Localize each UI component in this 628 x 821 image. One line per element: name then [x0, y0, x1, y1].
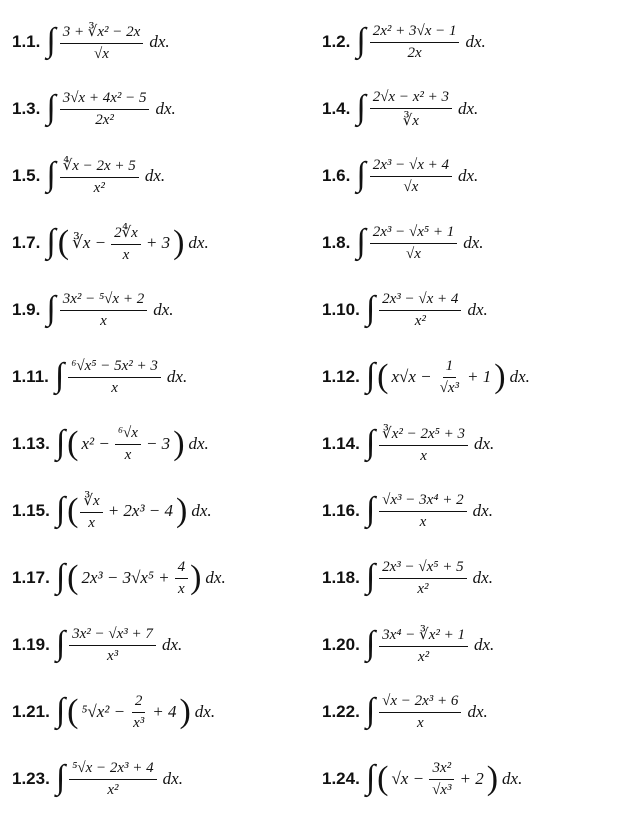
problem-number: 1.19.	[12, 635, 50, 654]
numerator: ∛x² − 2x⁵ + 3	[379, 424, 468, 446]
denominator: x	[420, 447, 427, 464]
expression-term: ⁵√x² −	[81, 702, 126, 721]
numerator: 3x² − √x³ + 7	[69, 626, 156, 646]
denominator: x	[178, 580, 185, 597]
differential: dx.	[153, 300, 174, 319]
denominator: 2x	[407, 44, 422, 61]
integral-expression	[366, 492, 493, 531]
problem-number: 1.18.	[322, 568, 360, 587]
differential: dx.	[472, 568, 493, 587]
problem-1-18	[322, 546, 493, 610]
differential: dx.	[473, 635, 495, 654]
problem-1-6	[322, 144, 478, 208]
denominator: √x³	[432, 781, 452, 798]
right-paren: )	[176, 492, 188, 529]
problem-1-2	[322, 10, 486, 74]
problem-number: 1.2.	[322, 32, 351, 51]
integral-expression	[356, 23, 485, 62]
fraction	[69, 626, 156, 665]
denominator: x	[122, 246, 130, 263]
right-paren: )	[173, 224, 185, 261]
problem-number: 1.10.	[322, 300, 360, 319]
numerator: 2x² + 3√x − 1	[370, 23, 460, 43]
problem-number: 1.14.	[322, 434, 360, 453]
denominator: x	[111, 379, 118, 396]
numerator: 2x³ − √x + 4	[370, 157, 452, 177]
integral-expression	[366, 693, 488, 732]
right-paren: )	[179, 693, 191, 730]
integral-expression	[56, 626, 182, 665]
fraction	[115, 425, 141, 464]
numerator: ⁶√x⁵ − 5x² + 3	[68, 358, 161, 378]
problem-number: 1.5.	[12, 166, 41, 185]
expression-term: ∛x −	[72, 233, 107, 252]
problem-number: 1.1.	[12, 32, 41, 51]
numerator: 2∜x	[111, 223, 141, 245]
numerator: √x − 2x³ + 6	[379, 693, 461, 713]
problem-number: 1.6.	[322, 166, 351, 185]
differential: dx.	[205, 568, 226, 587]
integral-sign-icon: ∫	[55, 558, 66, 595]
expression-term: x√x −	[391, 367, 432, 386]
denominator: 2x²	[95, 111, 114, 128]
differential: dx.	[149, 32, 170, 51]
differential: dx.	[472, 501, 493, 520]
integral-sign-icon: ∫	[365, 558, 376, 595]
problem-number: 1.17.	[12, 568, 50, 587]
fraction	[370, 157, 452, 196]
problem-1-21	[12, 680, 215, 744]
fraction	[379, 559, 467, 598]
fraction	[80, 491, 102, 532]
differential: dx.	[463, 233, 484, 252]
numerator: ∜x − 2x + 5	[60, 156, 139, 178]
left-paren: (	[57, 224, 70, 261]
problem-number: 1.4.	[322, 99, 351, 118]
differential: dx.	[457, 166, 479, 185]
integral-expression	[56, 425, 209, 464]
denominator: x²	[93, 179, 105, 196]
integral-expression	[56, 693, 215, 732]
fraction	[60, 90, 150, 129]
problem-1-12	[322, 345, 530, 409]
problem-number: 1.20.	[322, 635, 360, 654]
fraction	[437, 358, 462, 397]
problem-1-8	[322, 211, 484, 275]
problem-1-24	[322, 747, 522, 811]
denominator: x	[416, 714, 424, 731]
differential: dx.	[188, 434, 209, 453]
left-paren: (	[67, 559, 79, 596]
left-paren: (	[67, 425, 79, 462]
problem-number: 1.16.	[322, 501, 360, 520]
denominator: x	[88, 514, 95, 531]
numerator: 3√x + 4x² − 5	[60, 90, 150, 110]
differential: dx.	[162, 769, 183, 788]
integral-sign-icon: ∫	[356, 89, 366, 126]
differential: dx.	[191, 501, 212, 520]
fraction	[379, 625, 468, 666]
integral-expression	[366, 424, 494, 465]
problem-1-4	[322, 77, 478, 141]
left-paren: (	[377, 760, 389, 797]
problem-1-20	[322, 613, 494, 677]
denominator: x²	[107, 781, 119, 798]
differential: dx.	[166, 367, 188, 386]
expression-term: + 2x³ − 4	[107, 501, 174, 520]
expression-term: + 3	[145, 233, 171, 252]
problem-1-3	[12, 77, 176, 141]
integral-expression	[56, 559, 226, 598]
left-paren: (	[67, 693, 79, 730]
integral-sign-icon: ∫	[54, 357, 65, 394]
denominator: x³	[133, 714, 145, 731]
integral-sign-icon: ∫	[46, 290, 56, 327]
problem-number: 1.3.	[12, 99, 41, 118]
integral-expression	[56, 760, 183, 799]
problem-number: 1.8.	[322, 233, 351, 252]
problem-number: 1.22.	[322, 702, 360, 721]
differential: dx.	[467, 702, 488, 721]
differential: dx.	[161, 635, 183, 654]
denominator: √x	[94, 45, 109, 62]
fraction	[60, 156, 139, 197]
problem-number: 1.15.	[12, 501, 50, 520]
integral-sign-icon: ∫	[356, 22, 366, 59]
integral-sign-icon: ∫	[365, 491, 376, 528]
integral-expression	[46, 291, 173, 330]
integral-sign-icon: ∫	[46, 22, 56, 59]
integral-expression	[46, 22, 169, 63]
differential: dx.	[465, 32, 486, 51]
fraction	[370, 23, 460, 62]
integral-sign-icon: ∫	[46, 156, 56, 193]
fraction	[60, 22, 144, 63]
numerator: ∛x	[80, 491, 102, 513]
integral-sign-icon: ∫	[365, 290, 376, 327]
problem-1-23	[12, 747, 183, 811]
expression-term: + 2	[459, 769, 484, 788]
denominator: x	[419, 513, 427, 530]
differential: dx.	[188, 233, 209, 252]
left-paren: (	[67, 492, 79, 529]
problem-number: 1.12.	[322, 367, 360, 386]
fraction	[379, 291, 461, 330]
problem-number: 1.9.	[12, 300, 41, 319]
integral-expression	[366, 625, 494, 666]
fraction	[68, 358, 161, 397]
differential: dx.	[509, 367, 530, 386]
integral-sign-icon: ∫	[55, 759, 66, 796]
integral-sign-icon: ∫	[55, 692, 66, 729]
integral-sign-icon: ∫	[55, 424, 66, 461]
numerator: 3x² − ⁵√x + 2	[60, 291, 148, 311]
differential: dx.	[467, 300, 488, 319]
denominator: x²	[417, 648, 430, 665]
problem-number: 1.23.	[12, 769, 50, 788]
integral-expression	[366, 559, 493, 598]
denominator: √x³	[439, 379, 460, 396]
integral-sign-icon: ∫	[46, 89, 56, 126]
problem-1-14	[322, 412, 494, 476]
numerator: 3x⁴ − ∛x² + 1	[379, 625, 468, 647]
numerator: 2√x − x² + 3	[370, 89, 452, 109]
fraction	[379, 693, 461, 732]
numerator: √x³ − 3x⁴ + 2	[379, 492, 467, 512]
problem-1-9	[12, 278, 174, 342]
fraction	[379, 492, 467, 531]
problem-1-10	[322, 278, 488, 342]
numerator: 2x³ − √x + 4	[379, 291, 461, 311]
integral-sign-icon: ∫	[356, 156, 366, 193]
integral-expression	[46, 156, 165, 197]
fraction	[130, 693, 147, 732]
differential: dx.	[144, 166, 166, 185]
denominator: x	[100, 312, 107, 329]
denominator: x	[124, 446, 132, 463]
integral-sign-icon: ∫	[365, 759, 376, 796]
integral-expression	[356, 157, 478, 196]
problem-number: 1.24.	[322, 769, 360, 788]
problem-1-19	[12, 613, 182, 677]
numerator: 3x²	[429, 760, 454, 780]
differential: dx.	[457, 99, 479, 118]
integral-sign-icon: ∫	[55, 491, 66, 528]
fraction	[370, 89, 452, 130]
problem-1-17	[12, 546, 226, 610]
numerator: 3 + ∛x² − 2x	[60, 22, 144, 44]
integral-sign-icon: ∫	[356, 223, 366, 260]
problem-number: 1.7.	[12, 233, 41, 252]
problem-1-7	[12, 211, 209, 275]
fraction	[69, 760, 157, 799]
problem-number: 1.21.	[12, 702, 50, 721]
numerator: 4	[175, 559, 189, 579]
numerator: 1	[443, 358, 457, 378]
integral-sign-icon: ∫	[365, 625, 376, 662]
expression-term: + 1	[467, 367, 492, 386]
denominator: √x	[403, 178, 419, 195]
right-paren: )	[494, 358, 506, 395]
right-paren: )	[173, 425, 185, 462]
integral-sign-icon: ∫	[55, 625, 66, 662]
expression-term: − 3	[145, 434, 171, 453]
integral-expression	[366, 291, 488, 330]
numerator: ⁵√x − 2x³ + 4	[69, 760, 157, 780]
differential: dx.	[194, 702, 216, 721]
differential: dx.	[155, 99, 176, 118]
fraction	[60, 291, 148, 330]
right-paren: )	[190, 559, 202, 596]
problem-number: 1.11.	[12, 367, 49, 386]
denominator: x³	[106, 647, 119, 664]
differential: dx.	[473, 434, 495, 453]
integral-sign-icon: ∫	[365, 424, 376, 461]
integral-expression	[55, 358, 187, 397]
integral-expression	[46, 223, 208, 264]
integral-expression	[56, 491, 212, 532]
numerator: 2	[132, 693, 146, 713]
expression-term: + 4	[152, 702, 177, 721]
integral-expression	[356, 89, 478, 130]
right-paren: )	[486, 760, 499, 797]
differential: dx.	[502, 769, 523, 788]
problem-1-5	[12, 144, 165, 208]
problem-1-1	[12, 10, 170, 74]
numerator: 2x³ − √x⁵ + 1	[370, 224, 458, 244]
fraction	[429, 760, 454, 799]
integral-sign-icon: ∫	[365, 692, 376, 729]
integral-expression	[46, 90, 175, 129]
fraction	[111, 223, 141, 264]
fraction	[379, 424, 468, 465]
denominator: x²	[414, 312, 426, 329]
integral-expression	[366, 358, 530, 397]
fraction	[175, 559, 189, 598]
denominator: x²	[417, 580, 429, 597]
integral-expression	[356, 224, 483, 263]
problem-1-16	[322, 479, 493, 543]
fraction	[370, 224, 458, 263]
problem-1-13	[12, 412, 209, 476]
denominator: √x	[406, 245, 421, 262]
denominator: ∛x	[402, 112, 419, 129]
problem-1-15	[12, 479, 212, 543]
problem-1-11	[12, 345, 187, 409]
expression-term: x² −	[81, 434, 110, 453]
integral-sign-icon: ∫	[365, 357, 376, 394]
left-paren: (	[377, 358, 389, 395]
numerator: 2x³ − √x⁵ + 5	[379, 559, 467, 579]
problem-number: 1.13.	[12, 434, 50, 453]
expression-term: √x −	[391, 769, 425, 788]
integral-sign-icon: ∫	[46, 223, 56, 260]
problem-1-22	[322, 680, 488, 744]
expression-term: 2x³ − 3√x⁵ +	[81, 568, 170, 587]
numerator: ⁶√x	[115, 425, 141, 445]
integral-expression	[366, 760, 523, 799]
